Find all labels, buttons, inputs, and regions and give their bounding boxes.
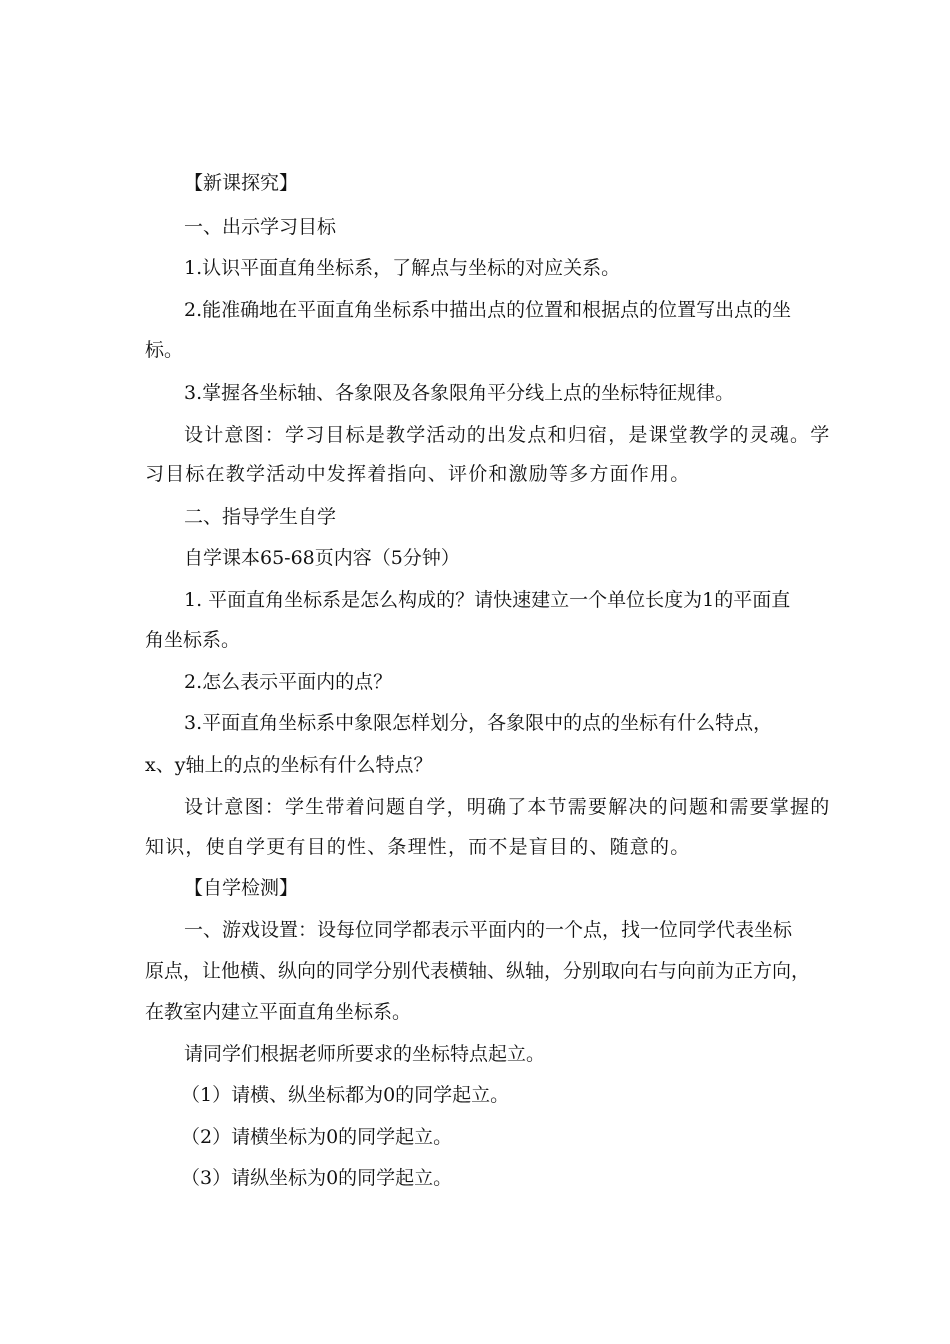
game-setup-line-3: 在教室内建立平面直角坐标系。 bbox=[145, 1001, 412, 1023]
question-3-line-1: 3.平面直角坐标系中象限怎样划分，各象限中的点的坐标有什么特点， bbox=[184, 712, 773, 734]
goal-2-line-2: 标。 bbox=[145, 339, 184, 361]
section-heading-new-lesson: 【新课探究】 bbox=[184, 172, 299, 194]
goal-2-line-1: 2.能准确地在平面直角坐标系中描出点的位置和根据点的位置写出点的坐 bbox=[184, 299, 792, 321]
game-setup-line-1: 一、游戏设置：设每位同学都表示平面内的一个点，找一位同学代表坐标 bbox=[184, 919, 793, 941]
game-setup-line-2: 原点，让他横、纵向的同学分别代表横轴、纵轴，分别取向右与向前为正方向， bbox=[145, 960, 811, 982]
design-intent-2-line-1: 设计意图：学生带着问题自学，明确了本节需要解决的问题和需要掌握的 bbox=[184, 796, 831, 818]
task-item-1: （1）请横、纵坐标都为0的同学起立。 bbox=[181, 1084, 510, 1106]
section-heading-self-check: 【自学检测】 bbox=[184, 877, 299, 899]
task-item-2: （2）请横坐标为0的同学起立。 bbox=[181, 1126, 453, 1148]
design-intent-1-line-1: 设计意图：学习目标是教学活动的出发点和归宿，是课堂教学的灵魂。学 bbox=[184, 424, 831, 446]
question-3-line-2: x、y轴上的点的坐标有什么特点？ bbox=[145, 754, 433, 776]
stand-up-instruction: 请同学们根据老师所要求的坐标特点起立。 bbox=[184, 1043, 546, 1065]
self-study-instruction: 自学课本65-68页内容（5分钟） bbox=[184, 547, 460, 569]
question-1-line-1: 1. 平面直角坐标系是怎么构成的？请快速建立一个单位长度为1的平面直 bbox=[184, 589, 791, 611]
question-1-line-2: 角坐标系。 bbox=[145, 629, 241, 651]
design-intent-1-line-2: 习目标在教学活动中发挥着指向、评价和激励等多方面作用。 bbox=[145, 463, 691, 485]
part1-heading: 一、出示学习目标 bbox=[184, 216, 337, 238]
question-2: 2.怎么表示平面内的点？ bbox=[184, 671, 393, 693]
design-intent-2-line-2: 知识，使自学更有目的性、条理性，而不是盲目的、随意的。 bbox=[145, 836, 691, 858]
task-item-3: （3）请纵坐标为0的同学起立。 bbox=[181, 1167, 453, 1189]
goal-1: 1.认识平面直角坐标系，了解点与坐标的对应关系。 bbox=[184, 257, 621, 279]
goal-3: 3.掌握各坐标轴、各象限及各象限角平分线上点的坐标特征规律。 bbox=[184, 382, 735, 404]
part2-heading: 二、指导学生自学 bbox=[184, 506, 337, 528]
